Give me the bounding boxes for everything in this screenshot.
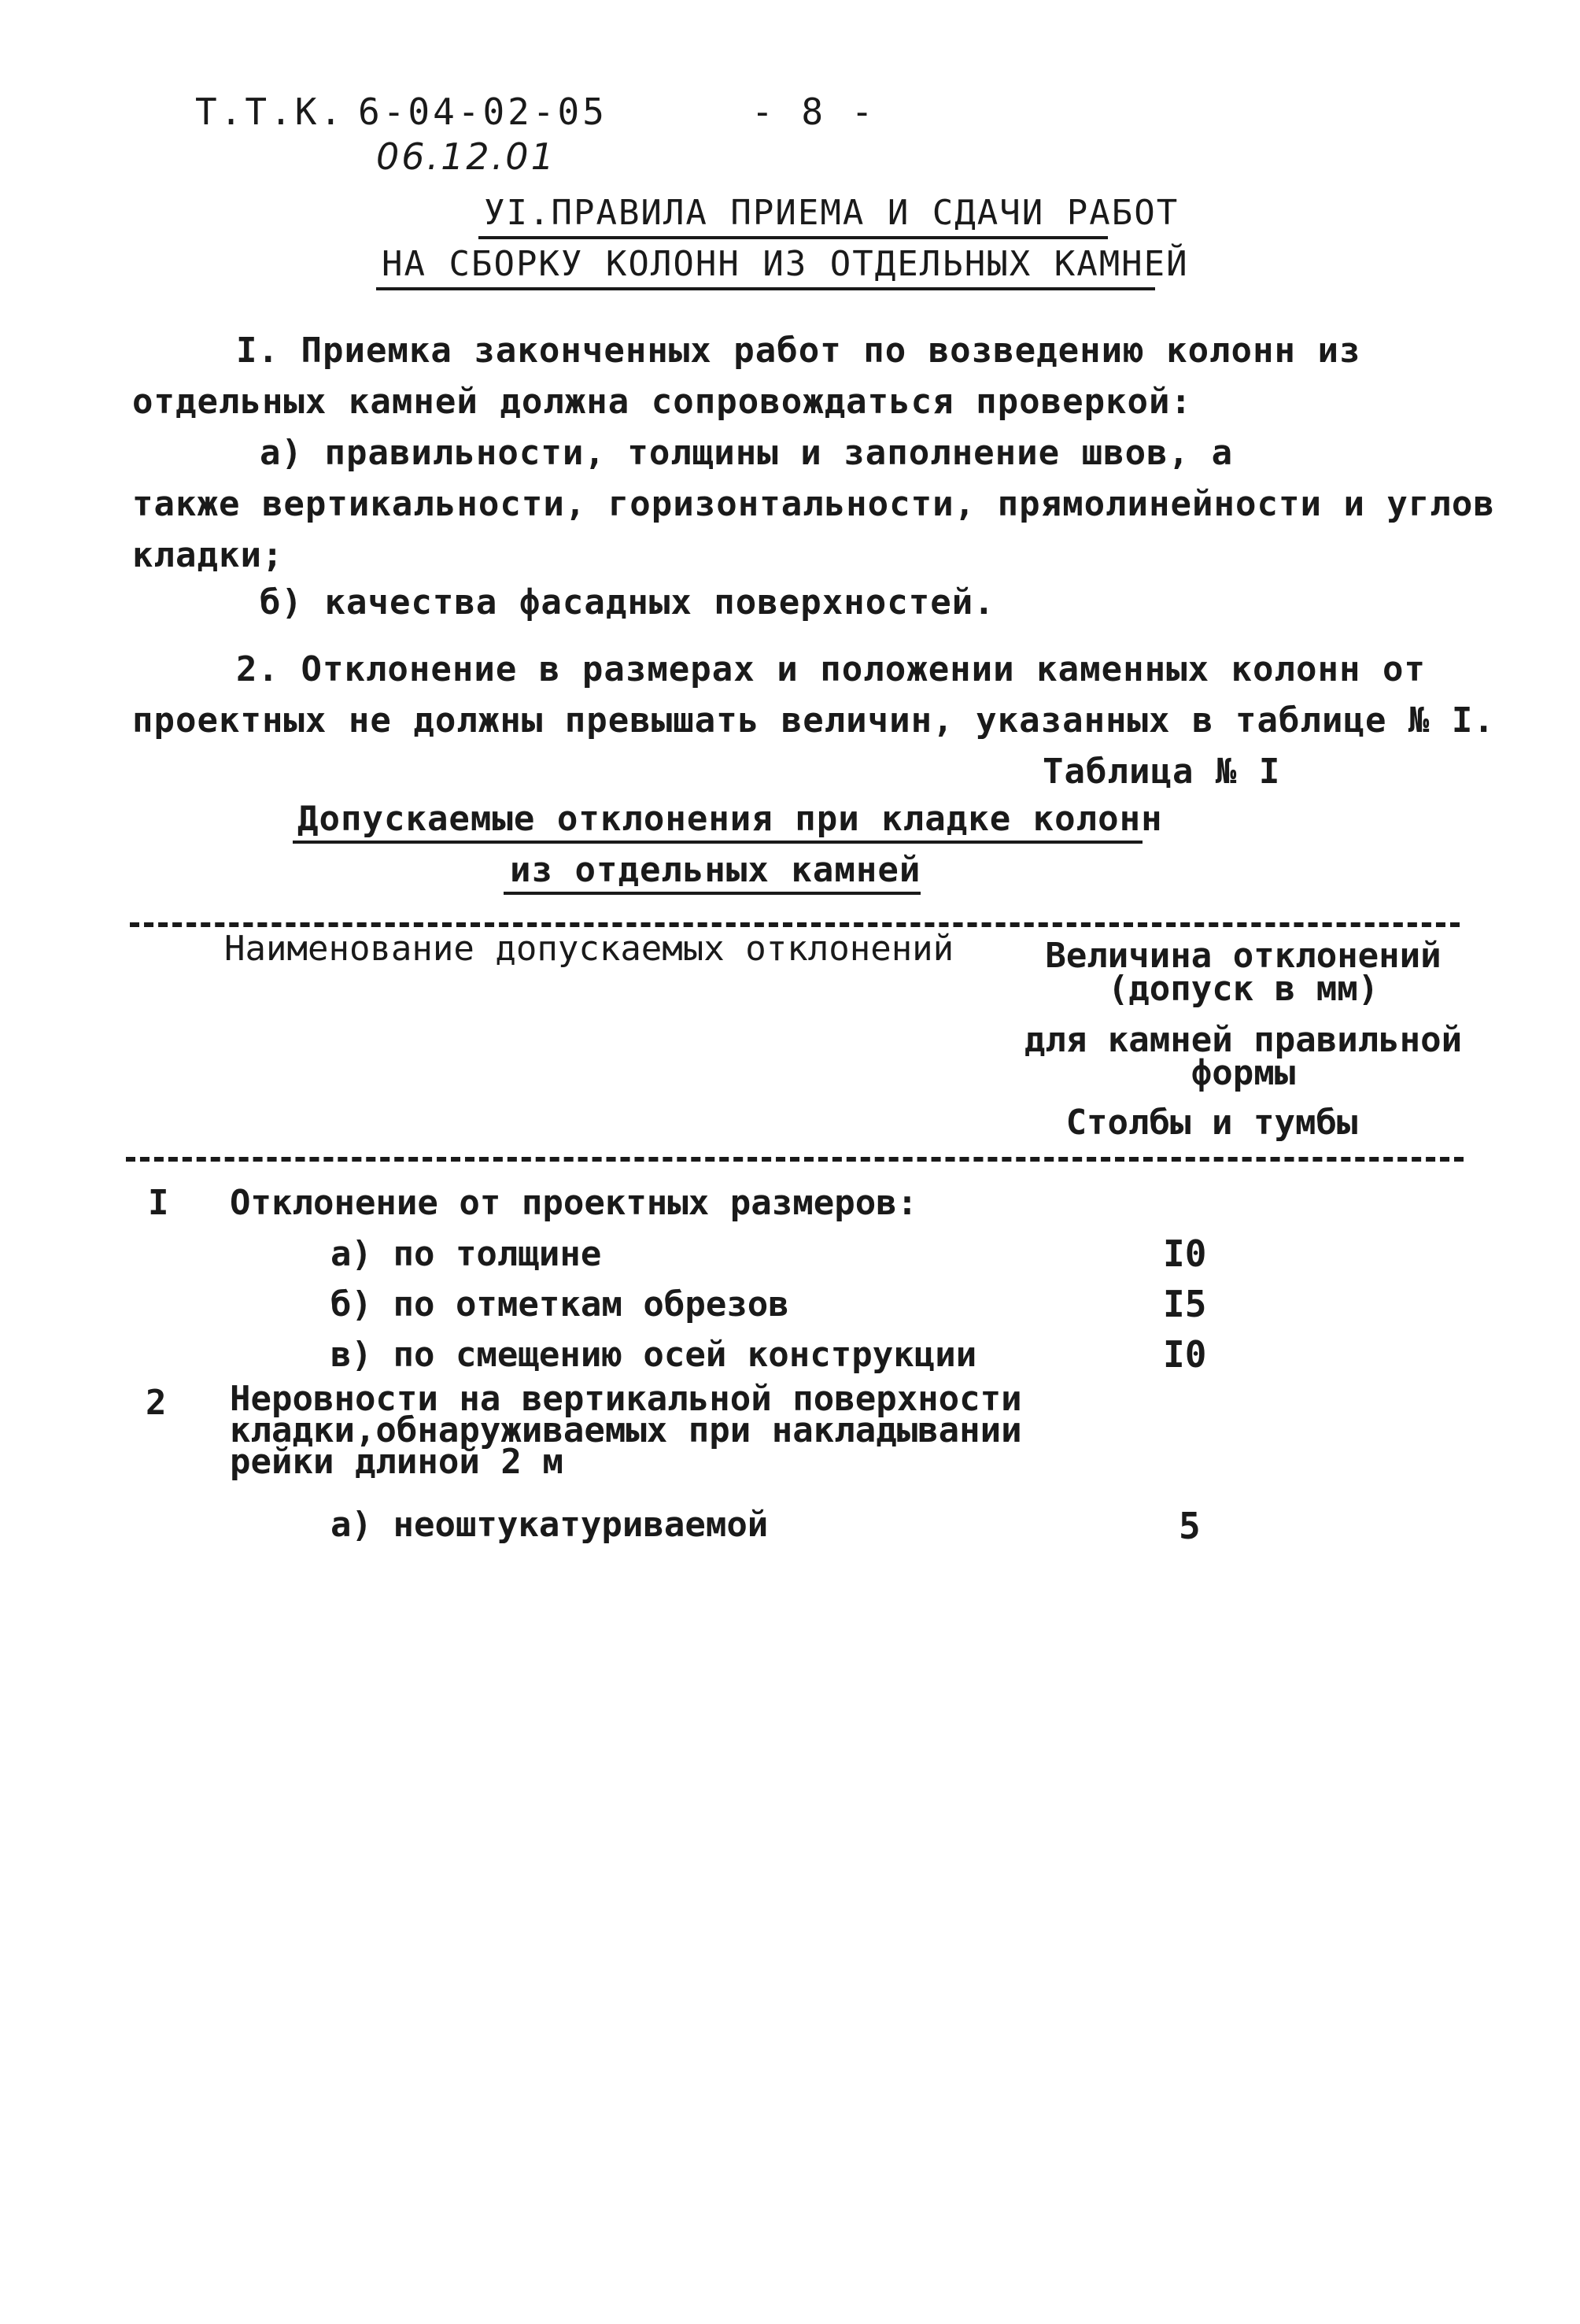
page-number: - 8 - — [751, 91, 877, 133]
col2-header-line2: (допуск в мм) — [1107, 969, 1379, 1009]
row-1a-text: а) по толщине — [330, 1234, 602, 1274]
para1-line1: I. Приемка законченных работ по возведению колонн из — [236, 331, 1361, 371]
table-caption-line2: из отдельных камней — [510, 850, 921, 890]
row-2-text-line2: кладки,обнаруживаемых при накладывании — [230, 1410, 1022, 1450]
row-2-num: 2 — [146, 1383, 167, 1423]
caption-underline-2 — [504, 892, 921, 895]
row-2a-value: 5 — [1179, 1505, 1201, 1547]
doc-number: 6-04-02-05 — [358, 91, 607, 133]
para1-item-a-line1: а) правильности, толщины и заполнение швов, а — [260, 433, 1234, 473]
table-top-rule — [130, 922, 1460, 927]
col2-header-line1: Величина отклонений — [1045, 936, 1442, 976]
table-header-rule — [126, 1157, 1464, 1162]
row-2-text-line1: Неровности на вертикальной поверхности — [230, 1379, 1022, 1419]
row-1-num: I — [148, 1183, 169, 1223]
row-1b-value: I5 — [1163, 1283, 1207, 1325]
title-underline-1 — [478, 236, 1108, 239]
col2-sub2: Столбы и тумбы — [1065, 1103, 1358, 1143]
para1-item-a-line2: также вертикальности, горизонтальности, прямолинейности и углов — [132, 484, 1495, 524]
table-label: Таблица № I — [1043, 752, 1281, 792]
table-caption-line1: Допускаемые отклонения при кладке колонн — [297, 799, 1163, 839]
col2-sub-line1: для камней правильной — [1024, 1020, 1463, 1060]
row-1c-value: I0 — [1163, 1333, 1207, 1376]
row-2-text-line3: рейки длиной 2 м — [230, 1442, 563, 1482]
row-1b-text: б) по отметкам обрезов — [330, 1284, 789, 1325]
section-title-line1: УI.ПРАВИЛА ПРИЕМА И СДАЧИ РАБОТ — [484, 193, 1179, 233]
row-1c-text: в) по смещению осей конструкции — [330, 1335, 977, 1375]
doc-code: Т.Т.К. — [195, 91, 345, 133]
para2-line1: 2. Отклонение в размерах и положении каменных колонн от — [236, 649, 1426, 689]
para1-item-b: б) качества фасадных поверхностей. — [260, 582, 995, 623]
para1-line2: отдельных камней должна сопровождаться проверкой: — [132, 382, 1193, 422]
caption-underline-1 — [293, 841, 1143, 844]
para1-item-a-line3: кладки; — [132, 535, 284, 575]
row-1a-value: I0 — [1163, 1232, 1207, 1275]
row-2a-text: а) неоштукатуриваемой — [330, 1505, 769, 1545]
row-1-text: Отклонение от проектных размеров: — [230, 1183, 918, 1223]
col2-sub-line2: формы — [1191, 1053, 1296, 1093]
handwritten-date: 06.12.01 — [376, 135, 556, 178]
section-title-line2: НА СБОРКУ КОЛОНН ИЗ ОТДЕЛЬНЫХ КАМНЕЙ — [382, 244, 1189, 284]
col1-header: Наименование допускаемых отклонений — [224, 929, 954, 969]
title-underline-2 — [376, 287, 1155, 290]
para2-line2: проектных не должны превышать величин, указанных в таблице № I. — [132, 700, 1495, 741]
